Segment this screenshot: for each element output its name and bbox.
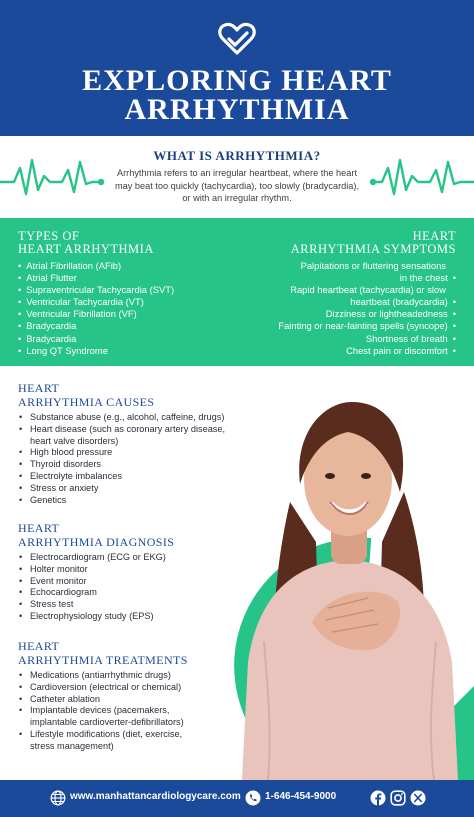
types-title: TYPES OF HEART ARRHYTHMIA bbox=[18, 229, 154, 256]
title-line-2: ARRHYTHMIA bbox=[124, 93, 350, 126]
what-is-title: WHAT IS ARRHYTHMIA? bbox=[153, 148, 321, 163]
what-is-text: Arrhythmia refers to an irregular heartbeat, where the heart may beat too quickly (tachycardia), too slowly (bradycardia), or with an irregular rhythm. bbox=[114, 168, 360, 203]
list-item: • Thyroid disorders bbox=[18, 459, 258, 471]
list-item: • Implantable devices (pacemakers, bbox=[18, 705, 258, 717]
causes-block bbox=[18, 382, 258, 506]
list-item: • Substance abuse (e.g., alcohol, caffeine, drugs) bbox=[18, 412, 258, 424]
list-item: • Stress or anxiety bbox=[18, 483, 258, 495]
title-line-1: EXPLORING HEART bbox=[82, 64, 392, 97]
symptoms-column bbox=[226, 230, 456, 357]
list-item: • Stress test bbox=[18, 599, 258, 611]
instagram-icon[interactable] bbox=[390, 790, 406, 806]
list-item: • Electrophysiology study (EPS) bbox=[18, 611, 258, 623]
list-item: Rapid heartbeat (tachycardia) or slow bbox=[290, 284, 446, 296]
page-footer bbox=[0, 780, 474, 817]
list-item: Chest pain or discomfort • bbox=[226, 345, 456, 357]
website-link[interactable]: www.manhattancardiologycare.com bbox=[70, 791, 241, 802]
causes-list bbox=[18, 412, 258, 506]
list-item: • Lifestyle modifications (diet, exercise, bbox=[18, 729, 258, 741]
list-item: • Heart disease (such as coronary artery disease, bbox=[18, 424, 258, 436]
list-item: • Ventricular Fibrillation (VF) bbox=[18, 308, 248, 320]
list-item: • Electrocardiogram (ECG or EKG) bbox=[18, 552, 258, 564]
x-icon[interactable] bbox=[410, 790, 426, 806]
treatments-list bbox=[18, 670, 258, 753]
types-symptoms-section bbox=[0, 218, 474, 366]
list-item: implantable cardioverter-defibrillators) bbox=[30, 717, 184, 728]
list-item: Dizziness or lightheadedness • bbox=[226, 308, 456, 320]
list-item: • Bradycardia bbox=[18, 320, 248, 332]
list-item: • Catheter ablation bbox=[18, 694, 258, 706]
treatments-title: HEART ARRHYTHMIA TREATMENTS bbox=[18, 639, 188, 667]
list-item: • Bradycardia bbox=[18, 333, 248, 345]
list-item: • Electrolyte imbalances bbox=[18, 471, 258, 483]
list-item: • Cardioversion (electrical or chemical) bbox=[18, 682, 258, 694]
symptoms-title: HEART ARRHYTHMIA SYMPTOMS bbox=[290, 229, 456, 256]
causes-title: HEART ARRHYTHMIA CAUSES bbox=[18, 381, 155, 409]
list-item: • Atrial Fibrillation (AFib) bbox=[18, 260, 248, 272]
diagnosis-title: HEART ARRHYTHMIA DIAGNOSIS bbox=[18, 521, 175, 549]
phone-icon bbox=[245, 790, 261, 806]
list-item: • Atrial Flutter bbox=[18, 272, 248, 284]
list-item: • Medications (antiarrhythmic drugs) bbox=[18, 670, 258, 682]
treatments-block bbox=[18, 640, 258, 753]
list-item: • Event monitor bbox=[18, 576, 258, 588]
list-item: • Supraventricular Tachycardia (SVT) bbox=[18, 284, 248, 296]
diagnosis-block bbox=[18, 522, 258, 623]
list-item: heartbeat (bradycardia) • bbox=[226, 296, 456, 308]
list-item: Palpitations or fluttering sensations bbox=[300, 260, 446, 271]
facebook-icon[interactable] bbox=[370, 790, 386, 806]
list-item: • Echocardiogram bbox=[18, 587, 258, 599]
list-item: heart valve disorders) bbox=[30, 435, 119, 446]
page-title bbox=[0, 66, 474, 124]
list-item: in the chest • bbox=[226, 272, 456, 284]
phone-number[interactable]: 1-646-454-9000 bbox=[265, 791, 337, 802]
list-item: Fainting or near-fainting spells (syncope) • bbox=[226, 320, 456, 332]
symptoms-list bbox=[226, 260, 456, 357]
diagnosis-list bbox=[18, 552, 258, 623]
list-item: Shortness of breath • bbox=[226, 333, 456, 345]
list-item: stress management) bbox=[30, 740, 114, 751]
list-item: • High blood pressure bbox=[18, 447, 258, 459]
globe-icon bbox=[50, 790, 66, 806]
page-header bbox=[0, 0, 474, 136]
list-item: • Holter monitor bbox=[18, 564, 258, 576]
what-is-section bbox=[0, 136, 474, 218]
woman-portrait-image bbox=[228, 392, 474, 780]
list-item: • Genetics bbox=[18, 495, 258, 507]
heart-check-icon bbox=[218, 22, 256, 56]
types-list bbox=[18, 260, 248, 357]
types-column bbox=[18, 230, 248, 357]
list-item: • Ventricular Tachycardia (VT) bbox=[18, 296, 248, 308]
list-item: • Long QT Syndrome bbox=[18, 345, 248, 357]
details-section bbox=[0, 366, 474, 780]
